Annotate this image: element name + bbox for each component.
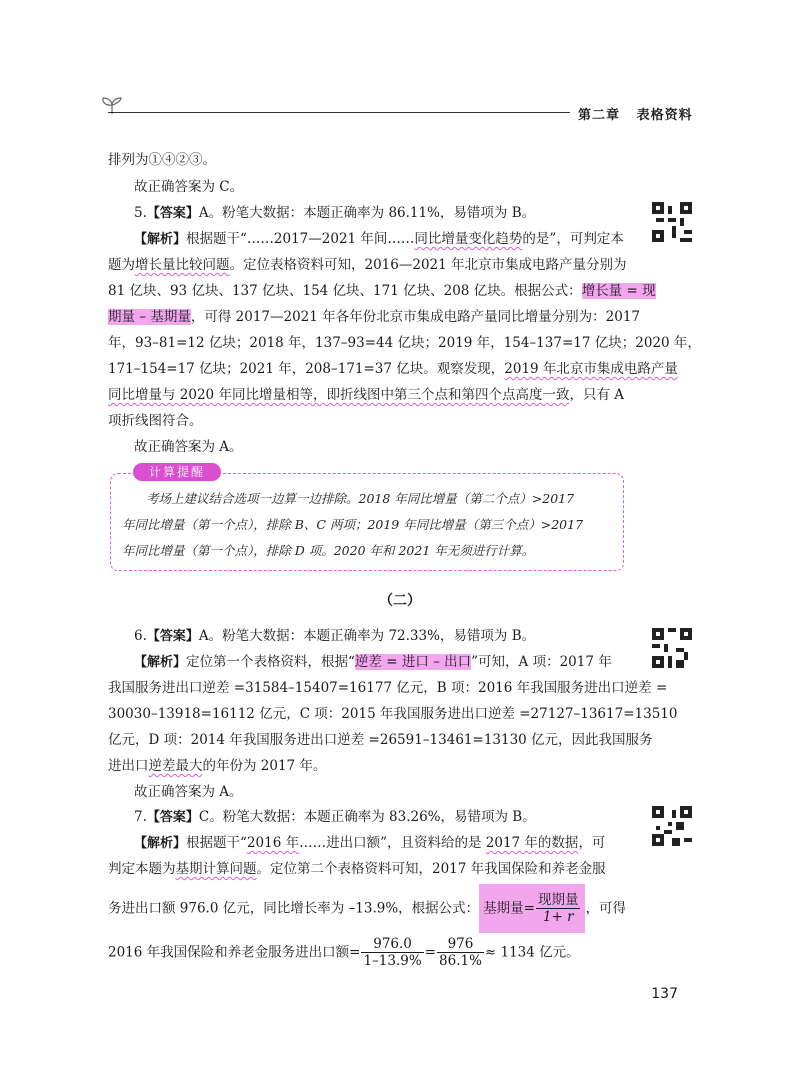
q7-answer: 7.【答案】C。粉笔大数据：本题正确率为 83.26%，易错项为 B。: [134, 809, 536, 825]
page-number: 137: [651, 986, 678, 1002]
q5-analysis-line: 81 亿块、93 亿块、137 亿块、154 亿块、171 亿块、208 亿块。根据公式：增长量 = 现: [108, 283, 656, 299]
q5-analysis-line: 期量 – 基期量，可得 2017—2021 年各年份北京市集成电路产量同比增量分别为：2017: [108, 309, 640, 325]
answer-line: 故正确答案为 C。: [134, 179, 244, 195]
q6-analysis-line: 【解析】定位第一个表格资料，根据“逆差 = 进口 – 出口”可知，A 项：2017 年: [134, 654, 612, 670]
q7-analysis-line: 【解析】根据题干“2016 年……进出口额”，且资料给的是 2017 年的数据，可: [134, 835, 606, 851]
header-rule: [108, 112, 570, 113]
qr-code-icon[interactable]: [652, 628, 692, 668]
tip-label: 计算提醒: [133, 463, 221, 481]
q5-analysis-line: 年，93–81=12 亿块；2018 年，137–93=44 亿块；2019 年，154–137=17 亿块；2020 年，: [108, 335, 701, 351]
q6-analysis-line: 30030–13918=16112 亿元，C 项：2015 年我国服务进出口逆差 =27127–13617=13510: [108, 706, 678, 722]
leaf-logo-icon: [100, 96, 124, 116]
q6-analysis-line: 我国服务进出口逆差 =31584–15407=16177 亿元，B 项：2016 年我国服务进出口逆差 =: [108, 680, 668, 696]
header-chapter: 第二章 表格资料: [578, 108, 693, 123]
qr-code-icon[interactable]: [652, 202, 692, 242]
answer-line: 故正确答案为 A。: [134, 784, 243, 800]
formula-highlight: 基期量= $\frac{\text{现期量}}{1+ r}$: [479, 884, 585, 933]
q5-analysis-line: 同比增量与 2020 年同比增量相等，即折线图中第三个点和第四个点高度一致，只有 A: [108, 387, 624, 403]
q5-analysis-line: 171–154=17 亿块；2021 年，208–171=37 亿块。观察发现，2019 年北京市集成电路产量: [108, 361, 678, 377]
q6-analysis-line: 亿元，D 项：2014 年我国服务进出口逆差 =26591–13461=13130 亿元，因此我国服务: [108, 732, 653, 748]
q6-answer: 6.【答案】A。粉笔大数据：本题正确率为 72.33%，易错项为 B。: [134, 628, 536, 644]
q5-answer: 5.【答案】A。粉笔大数据：本题正确率为 86.11%，易错项为 B。: [134, 205, 536, 221]
q7-calculation-line: 2016 年我国保险和养老金服务进出口额= $\frac{976.0}{1-13.9\%}$ = $\frac{976}{86.1\%}$ ≈ 1134 亿元。: [108, 936, 580, 969]
text-line: 排列为①④②③。: [108, 152, 216, 168]
q5-analysis-line: 题为增长量比较问题。定位表格资料可知，2016—2021 年北京市集成电路产量分别为: [108, 257, 627, 273]
tip-line: 年同比增量（第一个点），排除 D 项。2020 年和 2021 年无须进行计算。: [122, 543, 535, 558]
answer-line: 故正确答案为 A。: [134, 439, 243, 455]
q7-formula-line: 务进出口额 976.0 亿元，同比增长率为 –13.9%，根据公式： 基期量= $\frac{\text{现期量}}{1+ r}$ ，可得: [108, 884, 628, 928]
section-heading: （二）: [379, 593, 421, 609]
tip-line: 考场上建议结合选项一边算一边排除。2018 年同比增量（第二个点）>2017: [146, 491, 575, 506]
q6-analysis-line: 进出口逆差最大的年份为 2017 年。: [108, 758, 327, 774]
q5-analysis-line: 项折线图符合。: [108, 413, 203, 429]
q7-analysis-line: 判定本题为基期计算问题。定位第二个表格资料可知，2017 年我国保险和养老金服: [108, 861, 606, 877]
qr-code-icon[interactable]: [652, 806, 692, 846]
tip-line: 年同比增量（第一个点），排除 B、C 两项；2019 年同比增量（第三个点）>2017: [122, 517, 584, 532]
q5-analysis-line: 【解析】根据题干“……2017—2021 年间……同比增量变化趋势的是”，可判定本: [134, 231, 624, 247]
